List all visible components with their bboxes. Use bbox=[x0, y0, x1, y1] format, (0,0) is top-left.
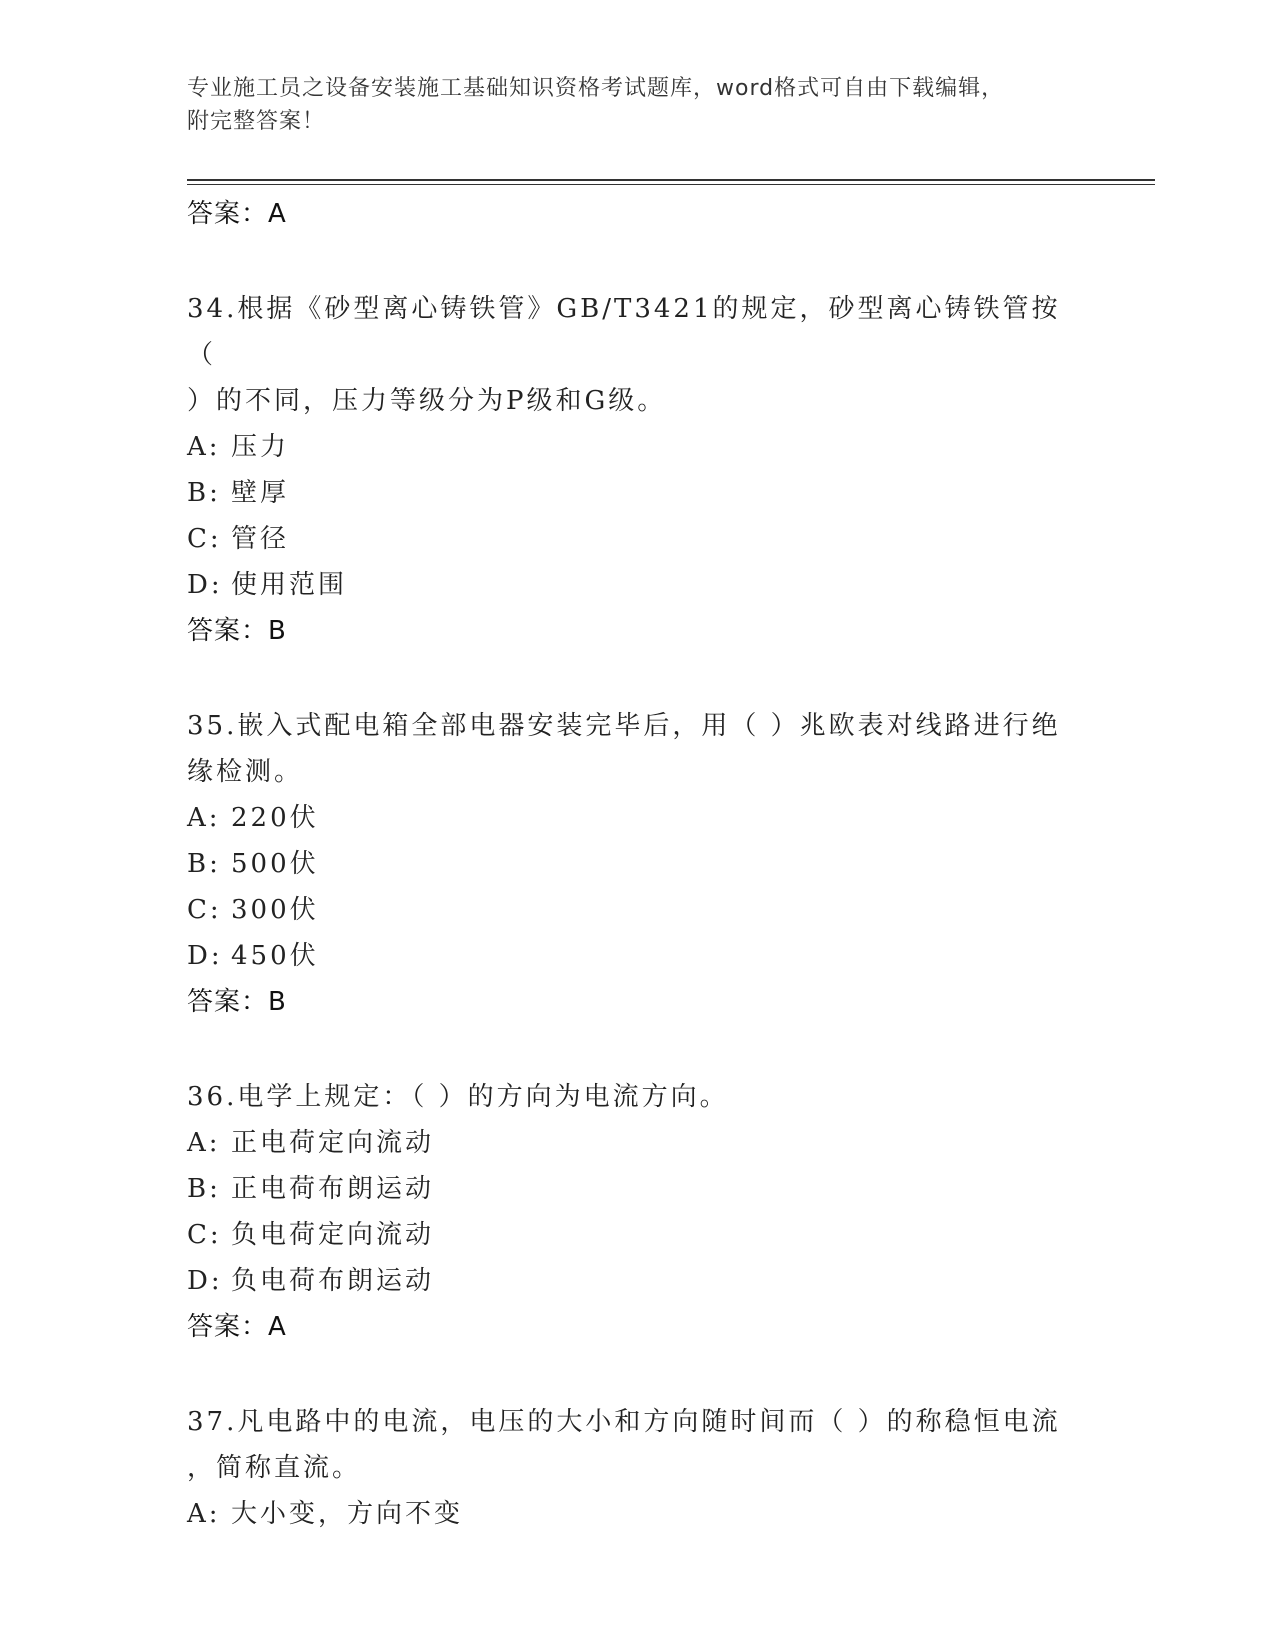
option-text: 管径 bbox=[231, 524, 290, 554]
option-text: 压力 bbox=[231, 432, 290, 462]
answer-label: 答案：B bbox=[187, 987, 287, 1017]
option-key: A: bbox=[187, 1128, 221, 1158]
option-key: B: bbox=[187, 849, 221, 879]
header-line-1: 专业施工员之设备安装施工基础知识资格考试题库，word格式可自由下载编辑， bbox=[187, 76, 1005, 101]
option-text: 大小变，方向不变 bbox=[231, 1499, 464, 1529]
question-text: 35.嵌入式配电箱全部电器安装完毕后，用（ ）兆欧表对线路进行绝 缘检测。 bbox=[187, 711, 1061, 787]
option-key: D: bbox=[187, 1266, 223, 1296]
option-key: A: bbox=[187, 432, 221, 462]
option-a bbox=[187, 795, 1067, 841]
option-d bbox=[187, 1258, 1067, 1304]
previous-answer: 答案：A bbox=[187, 199, 287, 229]
option-a bbox=[187, 1491, 1067, 1537]
option-text: 使用范围 bbox=[231, 570, 348, 600]
option-b bbox=[187, 1166, 1067, 1212]
option-key: C: bbox=[187, 895, 222, 925]
header-divider-thick bbox=[187, 179, 1155, 181]
option-text: 负电荷布朗运动 bbox=[231, 1266, 435, 1296]
question-36 bbox=[187, 1074, 1067, 1350]
option-c bbox=[187, 1212, 1067, 1258]
option-a bbox=[187, 424, 1067, 470]
option-d bbox=[187, 933, 1067, 979]
question-text: 34.根据《砂型离心铸铁管》GB/T3421的规定，砂型离心铸铁管按（ ）的不同，压力等级分为P级和G级。 bbox=[187, 294, 1061, 416]
option-text: 450伏 bbox=[231, 941, 319, 971]
option-text: 壁厚 bbox=[231, 478, 290, 508]
option-d bbox=[187, 562, 1067, 608]
option-text: 正电荷布朗运动 bbox=[231, 1174, 435, 1204]
option-key: B: bbox=[187, 1174, 221, 1204]
question-text: 37.凡电路中的电流，电压的大小和方向随时间而（ ）的称稳恒电流 ，简称直流。 bbox=[187, 1407, 1061, 1483]
option-c bbox=[187, 887, 1067, 933]
option-key: A: bbox=[187, 1499, 221, 1529]
option-key: C: bbox=[187, 1220, 222, 1250]
option-c bbox=[187, 516, 1067, 562]
question-37 bbox=[187, 1399, 1067, 1537]
answer-label: 答案：A bbox=[187, 1312, 287, 1342]
option-text: 负电荷定向流动 bbox=[231, 1220, 435, 1250]
question-text: 36.电学上规定：（ ）的方向为电流方向。 bbox=[187, 1082, 729, 1112]
option-key: A: bbox=[187, 803, 221, 833]
option-key: D: bbox=[187, 941, 223, 971]
option-a bbox=[187, 1120, 1067, 1166]
option-key: C: bbox=[187, 524, 222, 554]
question-list bbox=[187, 188, 1067, 1537]
answer-label: 答案：B bbox=[187, 616, 287, 646]
option-b bbox=[187, 470, 1067, 516]
option-text: 300伏 bbox=[231, 895, 319, 925]
question-34 bbox=[187, 286, 1067, 654]
page-header bbox=[187, 72, 1087, 138]
option-key: B: bbox=[187, 478, 221, 508]
option-text: 正电荷定向流动 bbox=[231, 1128, 435, 1158]
question-35 bbox=[187, 703, 1067, 1025]
header-divider-thin bbox=[187, 184, 1155, 185]
option-b bbox=[187, 841, 1067, 887]
header-line-2: 附完整答案！ bbox=[187, 109, 326, 134]
option-text: 220伏 bbox=[231, 803, 319, 833]
option-text: 500伏 bbox=[231, 849, 319, 879]
option-key: D: bbox=[187, 570, 223, 600]
